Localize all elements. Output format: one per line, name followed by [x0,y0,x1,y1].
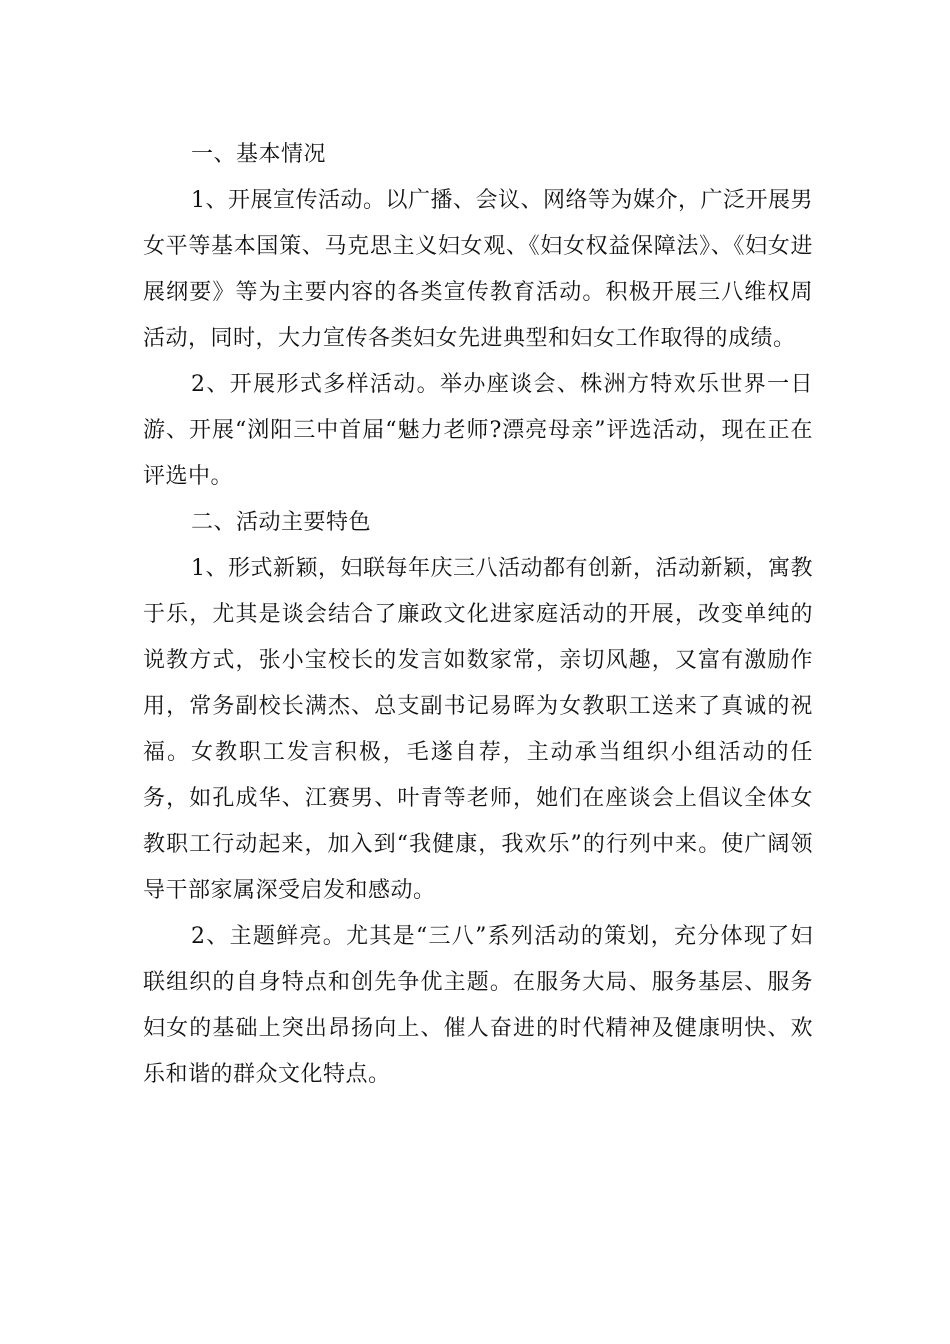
section-heading-basic-situation: 一、基本情况 [191,142,327,167]
paragraph-publicity-activities: 1、开展宣传活动。以广播、会议、网络等为媒介，广泛开展男女平等基本国策、马克思主义妇女观、《妇女权益保障法》、《妇女进展纲要》等为主要内容的各类宣传教育活动。积极开展三八维权周活动，同时，大力宣传各类妇女先进典型和妇女工作取得的成绩。 [143,188,813,351]
section-heading-main-features: 二、活动主要特色 [191,510,372,535]
document-body [143,132,813,1098]
paragraph-novel-format: 1、形式新颖，妇联每年庆三八活动都有创新，活动新颖，寓教于乐，尤其是谈会结合了廉政文化进家庭活动的开展，改变单纯的说教方式，张小宝校长的发言如数家常，亲切风趣，又富有激励作用，常务副校长满杰、总支副书记易晖为女教职工送来了真诚的祝福。女教职工发言积极，毛遂自荐，主动承当组织小组活动的任务，如孔成华、江赛男、叶青等老师，她们在座谈会上倡议全体女教职工行动起来，加入到“我健康，我欢乐”的行列中来。使广阔领导干部家属深受启发和感动。 [143,556,813,903]
paragraph-diverse-activities: 2、开展形式多样活动。举办座谈会、株洲方特欢乐世界一日游、开展“浏阳三中首届“魅力老师?漂亮母亲”评选活动，现在正在评选中。 [143,372,813,489]
paragraph-bright-theme: 2、主题鲜亮。尤其是“三八”系列活动的策划，充分体现了妇联组织的自身特点和创先争优主题。在服务大局、服务基层、服务妇女的基础上突出昂扬向上、催人奋进的时代精神及健康明快、欢乐和谐的群众文化特点。 [143,924,813,1087]
